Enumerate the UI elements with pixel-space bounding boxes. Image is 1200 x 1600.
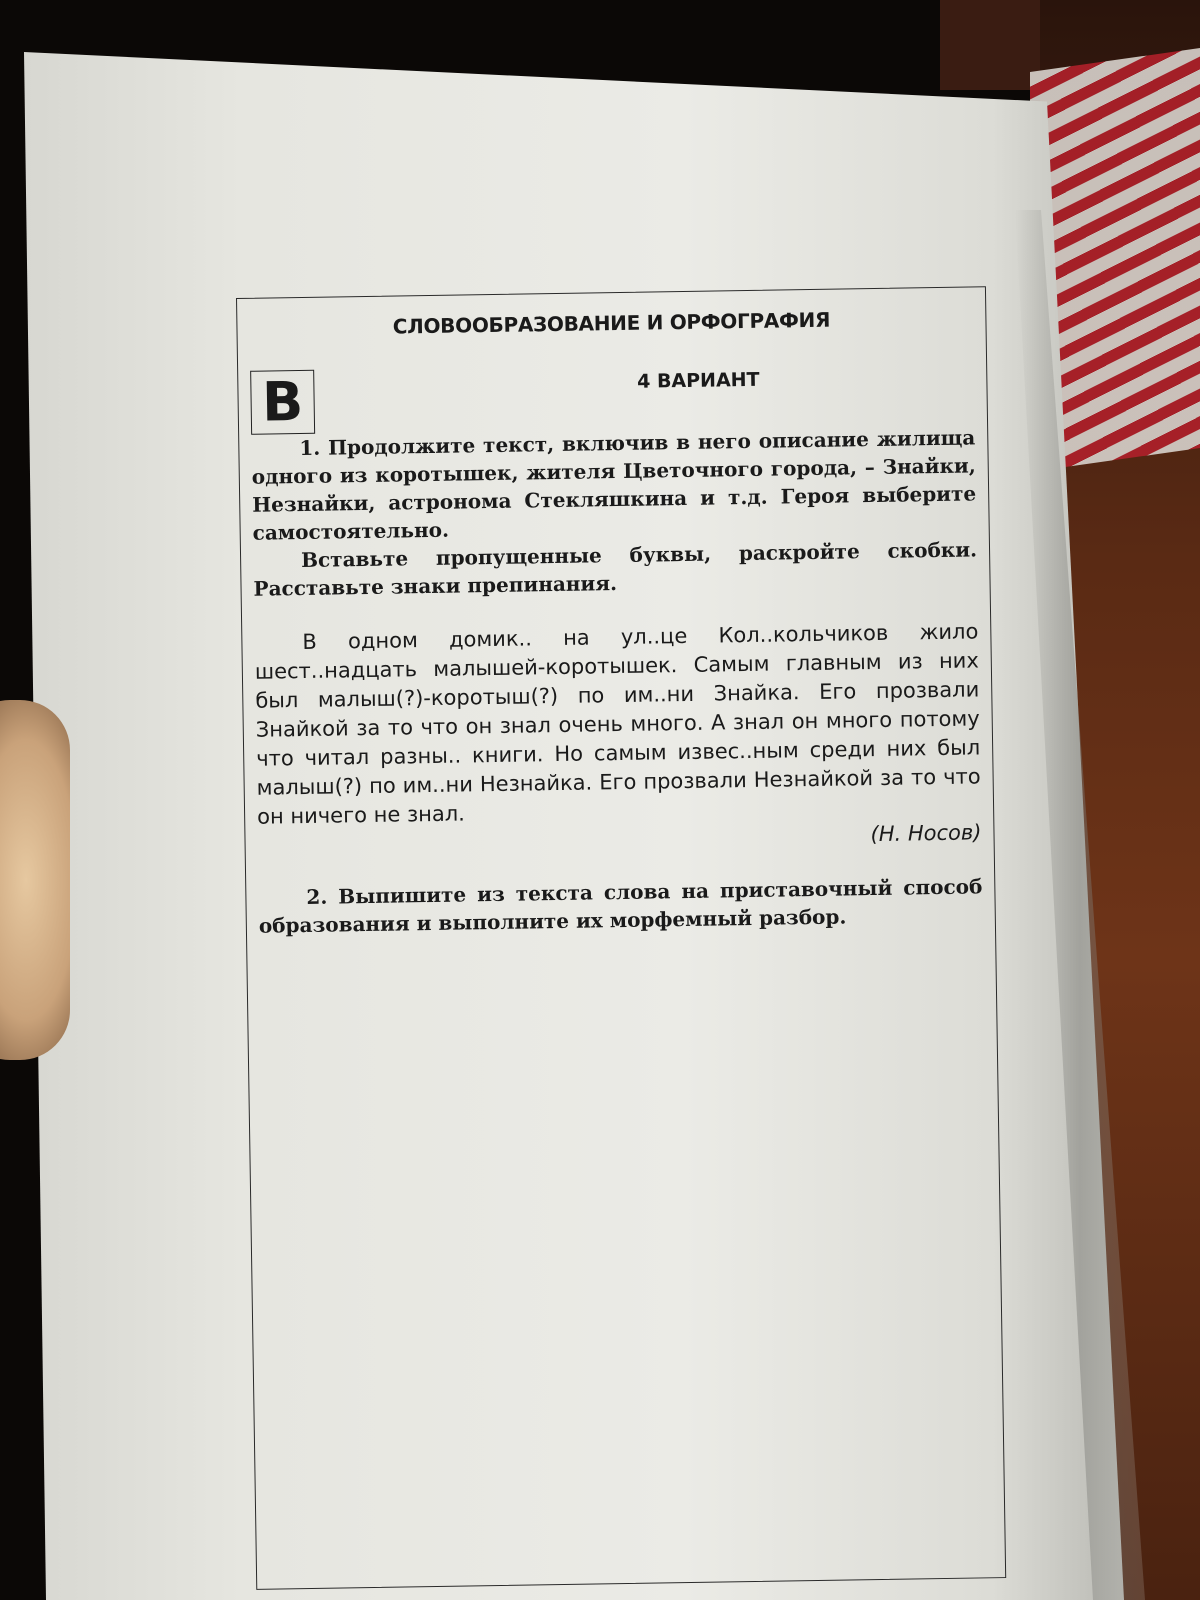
worksheet-frame	[236, 286, 1006, 1590]
finger-holding-sheet	[0, 700, 70, 1060]
task1-instruction: 1. Продолжите текст, включив в него описание жилища одного из коротышек, жителя Цветочного города, – Знайки, Незнайки, астронома Стекляшкина и т.д. Героя выберите самостоятельно.	[251, 425, 977, 545]
worksheet-body	[251, 423, 983, 939]
worksheet-title: СЛОВООБРАЗОВАНИЕ И ОРФОГРАФИЯ	[392, 307, 831, 339]
task2-instruction: 2. Выпишите из текста слова на приставочный способ образования и выполните их морфемный разбор.	[258, 874, 983, 938]
task1-instruction-2: Вставьте пропущенные буквы, раскройте скобки. Расставьте знаки препинания.	[253, 537, 978, 601]
passage-author: (Н. Носов)	[870, 820, 982, 847]
variant-label: 4 ВАРИАНТ	[636, 368, 760, 393]
passage-text: В одном домик.. на ул..це Кол..кольчиков жило шест..надцать малышей-коротышек. Самым главным из них был малыш(?)-коротыш(?) по им..ни Знайка. Его прозвали Знайкой за то что он знал очень много. А знал он много потому что читал разны.. книги. Но самым извес..ным среди них был малыш(?) по им..ни Незнайка. Его прозвали Незнайкой за то что он ничего не знал.	[254, 619, 981, 829]
section-badge	[250, 370, 315, 435]
section-letter: В	[261, 369, 304, 434]
